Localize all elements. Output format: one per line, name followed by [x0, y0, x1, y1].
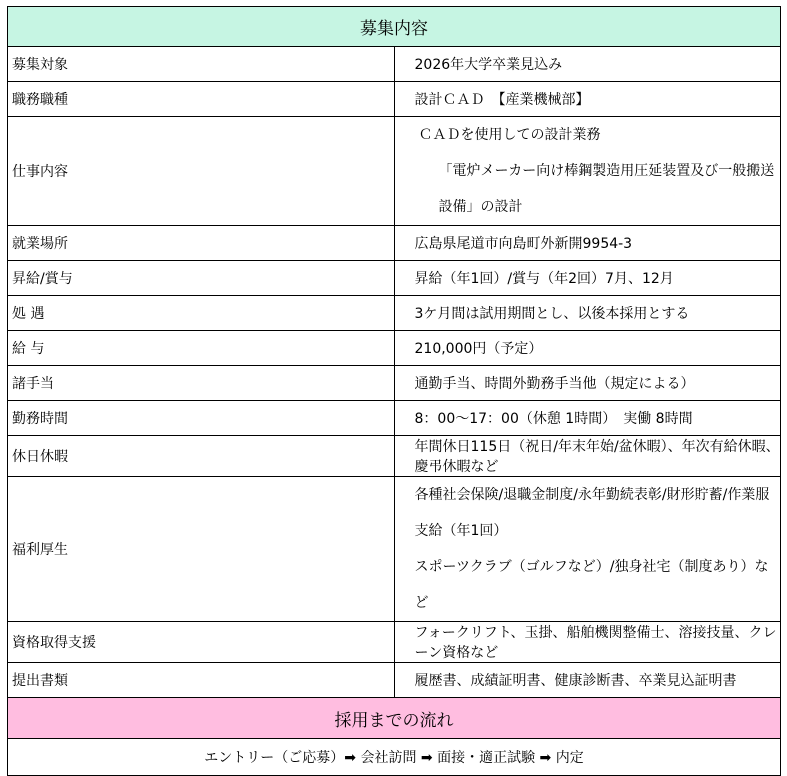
table-row — [8, 436, 781, 477]
table-row — [8, 226, 781, 261]
table-row — [8, 401, 781, 436]
table-row — [8, 261, 781, 296]
section-title-recruitment: 募集内容 — [8, 7, 781, 47]
row-label: 給 与 — [8, 331, 395, 366]
process-flow-row — [8, 739, 781, 776]
value-line: ＣＡＤを使用しての設計業務 — [418, 127, 601, 143]
row-label: 処 遇 — [8, 296, 395, 331]
row-value: 210,000円（予定） — [394, 331, 781, 366]
row-label: 職務職種 — [8, 82, 395, 117]
table-row — [8, 477, 781, 622]
section-title-process: 採用までの流れ — [8, 698, 781, 739]
row-value: 年間休日115日（祝日/年末年始/盆休暇）、年次有給休暇、慶弔休暇など — [394, 436, 781, 477]
row-value: 昇給（年1回）/賞与（年2回）7月、12月 — [394, 261, 781, 296]
table-row — [8, 366, 781, 401]
table-row — [8, 663, 781, 698]
row-value: 8：00～17：00（休憩 1時間） 実働 8時間 — [394, 401, 781, 436]
row-value — [394, 477, 781, 622]
row-label: 諸手当 — [8, 366, 395, 401]
row-value: 設計ＣＡＤ 【産業機械部】 — [394, 82, 781, 117]
value-line: 各種社会保険/退職金制度/永年勤続表彰/財形貯蓄/作業服支給（年1回） — [414, 487, 770, 539]
row-label: 福利厚生 — [8, 477, 395, 622]
process-flow-text: エントリー（ご応募）➡ 会社訪問 ➡ 面接・適正試験 ➡ 内定 — [8, 739, 781, 776]
row-value: 通勤手当、時間外勤務手当他（規定による） — [394, 366, 781, 401]
row-label: 仕事内容 — [8, 117, 395, 226]
section-header-recruitment — [8, 7, 781, 47]
row-label: 資格取得支援 — [8, 622, 395, 663]
row-label: 昇給/賞与 — [8, 261, 395, 296]
value-line: スポーツクラブ（ゴルフなど）/独身社宅（制度あり）など — [414, 559, 769, 611]
row-label: 就業場所 — [8, 226, 395, 261]
row-label: 休日休暇 — [8, 436, 395, 477]
row-label: 提出書類 — [8, 663, 395, 698]
table-row — [8, 47, 781, 82]
value-line: 「電炉メーカー向け棒鋼製造用圧延装置及び一般搬送設備」の設計 — [438, 163, 775, 215]
table-row — [8, 331, 781, 366]
recruitment-table — [7, 6, 781, 776]
row-value — [394, 117, 781, 226]
section-header-process — [8, 698, 781, 739]
row-label: 募集対象 — [8, 47, 395, 82]
row-label: 勤務時間 — [8, 401, 395, 436]
recruitment-info-sheet — [7, 6, 781, 776]
row-value: 履歴書、成績証明書、健康診断書、卒業見込証明書 — [394, 663, 781, 698]
row-value: 広島県尾道市向島町外新開9954-3 — [394, 226, 781, 261]
row-value: 2026年大学卒業見込み — [394, 47, 781, 82]
table-row — [8, 296, 781, 331]
row-value: フォークリフト、玉掛、船舶機関整備士、溶接技量、クレーン資格など — [394, 622, 781, 663]
table-row — [8, 622, 781, 663]
row-value: 3ケ月間は試用期間とし、以後本採用とする — [394, 296, 781, 331]
table-row — [8, 82, 781, 117]
table-row — [8, 117, 781, 226]
